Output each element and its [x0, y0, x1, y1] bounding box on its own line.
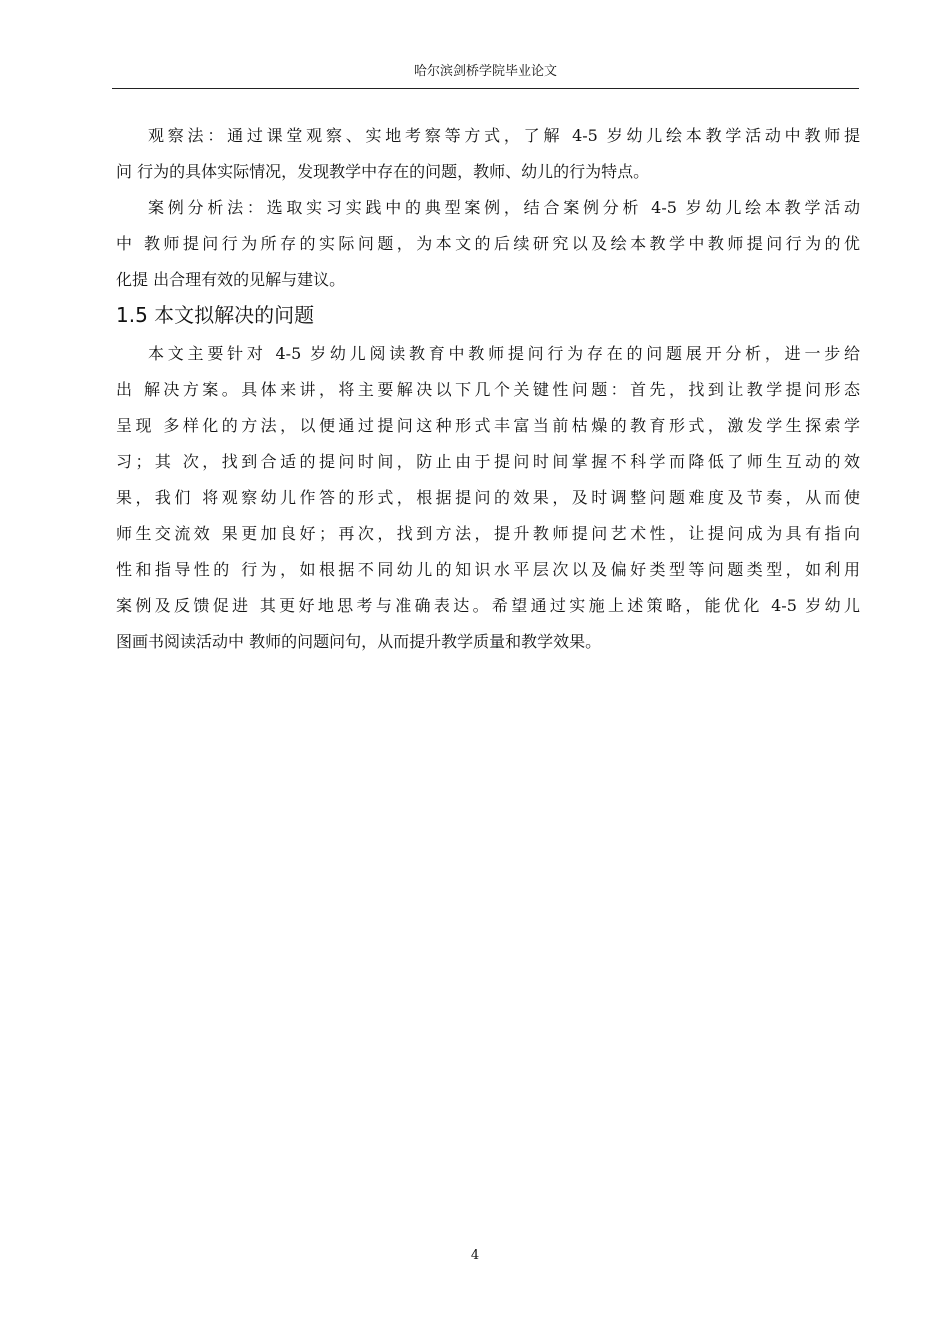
text-line: 出 解决方案。具体来讲，将主要解决以下几个关键性问题：首先，找到让教学提问形态 — [116, 380, 860, 399]
text-line: 性和指导性的 行为，如根据不同幼儿的知识水平层次以及偏好类型等问题类型，如利用 — [116, 560, 860, 579]
text-line: 案例及反馈促进 其更好地思考与准确表达。希望通过实施上述策略，能优化 4-5 岁幼儿 — [116, 596, 860, 615]
text-line: 化提 出合理有效的见解与建议。 — [116, 270, 346, 289]
paragraph-problems-to-solve — [116, 336, 860, 660]
text-line: 图画书阅读活动中 教师的问题问句，从而提升教学质量和教学效果。 — [116, 632, 602, 651]
text-line: 问 行为的具体实际情况，发现教学中存在的问题，教师、幼儿的行为特点。 — [116, 162, 650, 181]
paragraph-case-analysis-method — [116, 190, 860, 298]
text-line: 案例分析法：选取实习实践中的典型案例，结合案例分析 4-5 岁幼儿绘本教学活动 — [148, 198, 860, 217]
text-line: 习；其 次，找到合适的提问时间，防止由于提问时间掌握不科学而降低了师生互动的效 — [116, 452, 860, 471]
text-line: 中 教师提问行为所存的实际问题，为本文的后续研究以及绘本教学中教师提问行为的优 — [116, 234, 860, 253]
header-title: 哈尔滨剑桥学院毕业论文 — [413, 64, 557, 79]
page-body — [116, 118, 860, 660]
text-line: 本文主要针对 4-5 岁幼儿阅读教育中教师提问行为存在的问题展开分析，进一步给 — [148, 344, 860, 363]
running-header — [112, 62, 859, 89]
text-line: 师生交流效 果更加良好；再次，找到方法，提升教师提问艺术性，让提问成为具有指向 — [116, 524, 860, 543]
text-line: 呈现 多样化的方法，以便通过提问这种形式丰富当前枯燥的教育形式，激发学生探索学 — [116, 416, 860, 435]
text-line: 观察法：通过课堂观察、实地考察等方式，了解 4-5 岁幼儿绘本教学活动中教师提 — [148, 126, 860, 145]
text-line: 果，我们 将观察幼儿作答的形式，根据提问的效果，及时调整问题难度及节奏，从而使 — [116, 488, 860, 507]
section-heading: 1.5 本文拟解决的问题 — [116, 303, 315, 327]
paragraph-observation-method — [116, 118, 860, 190]
page-number: 4 — [470, 1248, 480, 1263]
